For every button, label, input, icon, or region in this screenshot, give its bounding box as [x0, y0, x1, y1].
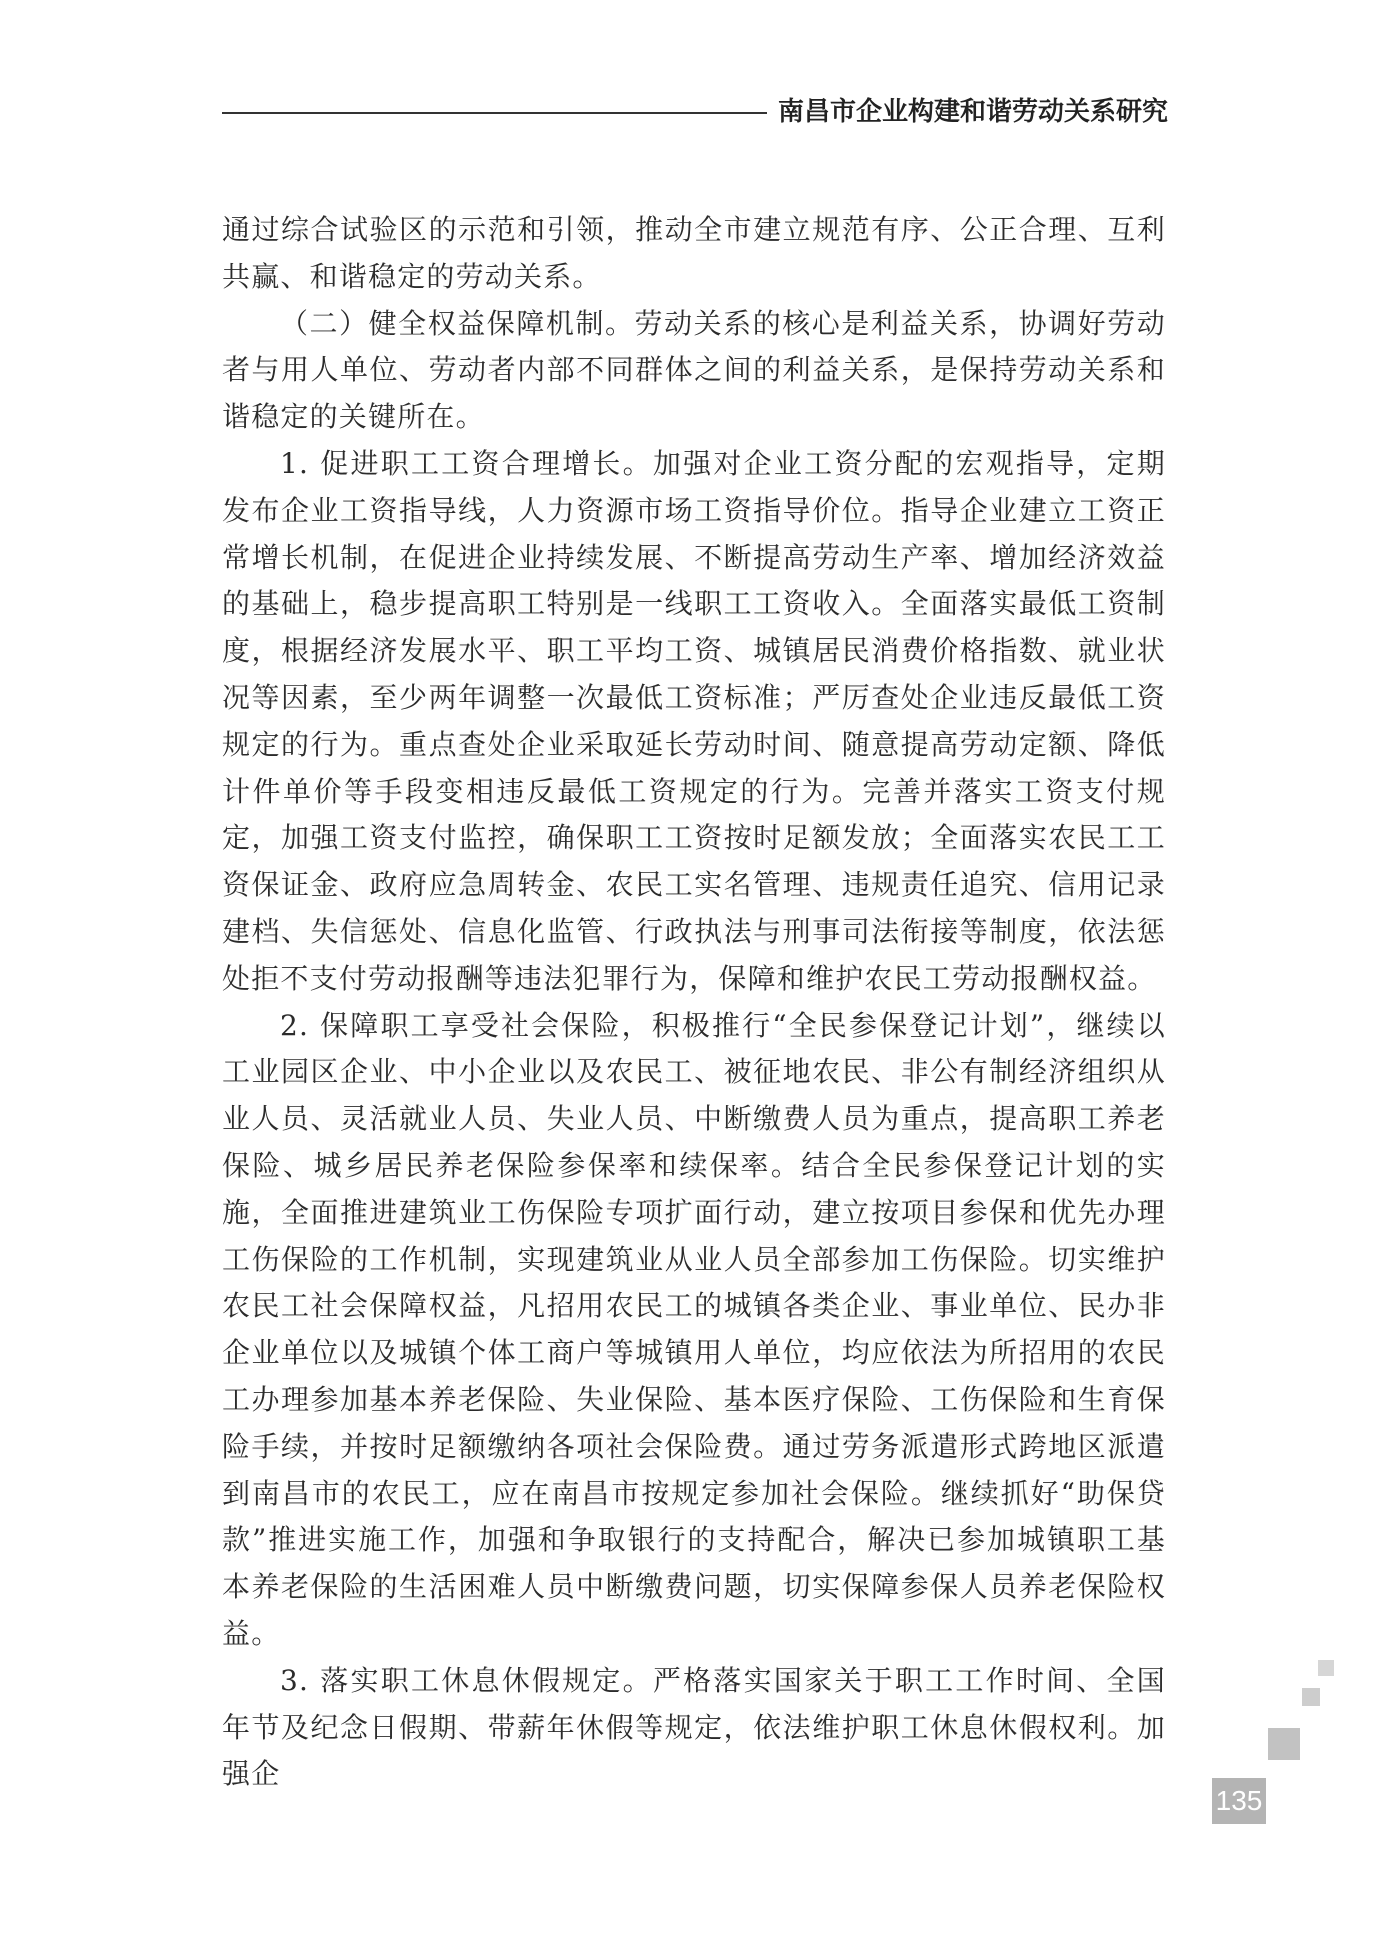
decorative-square — [1302, 1688, 1320, 1706]
decorative-square — [1268, 1728, 1300, 1760]
page-number: 135 — [1212, 1778, 1266, 1824]
paragraph-item-1: 1. 促进职工工资合理增长。加强对企业工资分配的宏观指导，定期发布企业工资指导线，人力资源市场工资指导价位。指导企业建立工资正常增长机制，在促进企业持续发展、不断提高劳动生产率、增加经济效益的基础上，稳步提高职工特别是一线职工工资收入。全面落实最低工资制度，根据经济发展水平、职工平均工资、城镇居民消费价格指数、就业状况等因素，至少两年调整一次最低工资标准；严厉查处企业违反最低工资规定的行为。重点查处企业采取延长劳动时间、随意提高劳动定额、降低计件单价等手段变相违反最低工资规定的行为。完善并落实工资支付规定，加强工资支付监控，确保职工工资按时足额发放；全面落实农民工工资保证金、政府应急周转金、农民工实名管理、违规责任追究、信用记录建档、失信惩处、信息化监管、行政执法与刑事司法衔接等制度，依法惩处拒不支付劳动报酬等违法犯罪行为，保障和维护农民工劳动报酬权益。 — [222, 446, 1166, 995]
body-text — [222, 207, 1166, 1798]
decorative-square — [1318, 1660, 1334, 1676]
running-title: 南昌市企业构建和谐劳动关系研究 — [778, 97, 1169, 127]
paragraph-item-2: 2. 保障职工享受社会保险，积极推行“全民参保登记计划”，继续以工业园区企业、中小企业以及农民工、被征地农民、非公有制经济组织从业人员、灵活就业人员、失业人员、中断缴费人员为重点，提高职工养老保险、城乡居民养老保险参保率和续保率。结合全民参保登记计划的实施，全面推进建筑业工伤保险专项扩面行动，建立按项目参保和优先办理工伤保险的工作机制，实现建筑业从业人员全部参加工伤保险。切实维护农民工社会保障权益，凡招用农民工的城镇各类企业、事业单位、民办非企业单位以及城镇个体工商户等城镇用人单位，均应依法为所招用的农民工办理参加基本养老保险、失业保险、基本医疗保险、工伤保险和生育保险手续，并按时足额缴纳各项社会保险费。通过劳务派遣形式跨地区派遣到南昌市的农民工，应在南昌市按规定参加社会保险。继续抓好“助保贷款”推进实施工作，加强和争取银行的支持配合，解决已参加城镇职工基本养老保险的生活困难人员中断缴费问题，切实保障参保人员养老保险权益。 — [222, 1008, 1166, 1650]
paragraph-continuation: 通过综合试验区的示范和引领，推动全市建立规范有序、公正合理、互利共赢、和谐稳定的劳动关系。 — [222, 213, 1166, 293]
paragraph-item-3: 3. 落实职工休息休假规定。严格落实国家关于职工工作时间、全国年节及纪念日假期、带薪年休假等规定，依法维护职工休息休假权利。加强企 — [222, 1663, 1166, 1791]
header-rule — [222, 112, 767, 114]
paragraph-section-heading: （二）健全权益保障机制。劳动关系的核心是利益关系，协调好劳动者与用人单位、劳动者内部不同群体之间的利益关系，是保持劳动关系和谐稳定的关键所在。 — [222, 306, 1166, 434]
